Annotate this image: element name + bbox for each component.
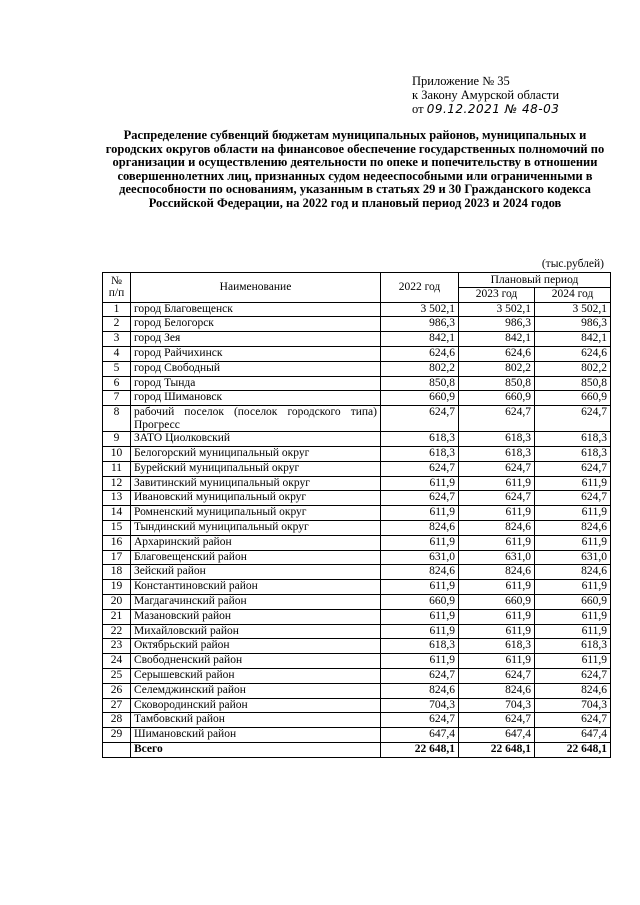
row-name: Шимановский район [131, 728, 381, 743]
row-value-2023: 631,0 [459, 550, 535, 565]
table-row [103, 346, 611, 361]
row-value-2023: 842,1 [459, 332, 535, 347]
header-name: Наименование [131, 273, 381, 303]
row-value-2023: 3 502,1 [459, 302, 535, 317]
table-row [103, 668, 611, 683]
row-value-2023: 611,9 [459, 580, 535, 595]
row-number: 19 [103, 580, 131, 595]
row-value-2024: 824,6 [535, 683, 611, 698]
row-name: Сковородинский район [131, 698, 381, 713]
row-value-2024: 611,9 [535, 506, 611, 521]
row-value-2023: 824,6 [459, 565, 535, 580]
row-name: город Благовещенск [131, 302, 381, 317]
row-name: ЗАТО Циолковский [131, 432, 381, 447]
table-row [103, 461, 611, 476]
row-number: 13 [103, 491, 131, 506]
total-num-cell [103, 742, 131, 757]
row-number: 21 [103, 609, 131, 624]
row-value-2022: 850,8 [381, 376, 459, 391]
row-name: Бурейский муниципальный округ [131, 461, 381, 476]
row-value-2023: 611,9 [459, 476, 535, 491]
row-number: 27 [103, 698, 131, 713]
row-name: Мазановский район [131, 609, 381, 624]
table-row [103, 594, 611, 609]
total-label: Всего [131, 742, 381, 757]
row-value-2022: 824,6 [381, 520, 459, 535]
table-row [103, 302, 611, 317]
row-name: город Зея [131, 332, 381, 347]
row-value-2024: 3 502,1 [535, 302, 611, 317]
row-name: город Райчихинск [131, 346, 381, 361]
row-value-2022: 624,6 [381, 346, 459, 361]
table-row [103, 639, 611, 654]
row-value-2024: 611,9 [535, 654, 611, 669]
table-row [103, 654, 611, 669]
row-value-2022: 611,9 [381, 506, 459, 521]
row-value-2024: 611,9 [535, 624, 611, 639]
row-value-2022: 824,6 [381, 683, 459, 698]
row-value-2023: 624,7 [459, 461, 535, 476]
row-name: Тындинский муниципальный округ [131, 520, 381, 535]
table-row [103, 491, 611, 506]
table-row [103, 609, 611, 624]
row-value-2022: 611,9 [381, 624, 459, 639]
row-value-2022: 611,9 [381, 476, 459, 491]
row-value-2022: 704,3 [381, 698, 459, 713]
row-value-2024: 704,3 [535, 698, 611, 713]
row-value-2024: 660,9 [535, 391, 611, 406]
row-name: город Свободный [131, 361, 381, 376]
row-value-2024: 624,6 [535, 346, 611, 361]
table-row [103, 683, 611, 698]
total-2023: 22 648,1 [459, 742, 535, 757]
header-2022: 2022 год [381, 273, 459, 303]
row-value-2024: 802,2 [535, 361, 611, 376]
row-value-2022: 624,7 [381, 491, 459, 506]
row-name: Благовещенский район [131, 550, 381, 565]
table-row [103, 317, 611, 332]
annex-date-line [412, 102, 559, 116]
row-value-2024: 660,9 [535, 594, 611, 609]
row-number: 8 [103, 406, 131, 432]
row-number: 26 [103, 683, 131, 698]
table-row [103, 476, 611, 491]
row-value-2022: 618,3 [381, 639, 459, 654]
row-value-2024: 986,3 [535, 317, 611, 332]
table-row [103, 391, 611, 406]
table-row [103, 535, 611, 550]
row-number: 17 [103, 550, 131, 565]
row-name: Архаринский район [131, 535, 381, 550]
row-name: Свободненский район [131, 654, 381, 669]
row-value-2023: 850,8 [459, 376, 535, 391]
table-row [103, 361, 611, 376]
row-value-2022: 986,3 [381, 317, 459, 332]
row-number: 20 [103, 594, 131, 609]
row-value-2022: 624,7 [381, 668, 459, 683]
row-number: 23 [103, 639, 131, 654]
row-value-2022: 842,1 [381, 332, 459, 347]
row-value-2022: 3 502,1 [381, 302, 459, 317]
table-row [103, 376, 611, 391]
row-value-2023: 660,9 [459, 391, 535, 406]
total-2022: 22 648,1 [381, 742, 459, 757]
row-value-2022: 618,3 [381, 446, 459, 461]
row-value-2023: 611,9 [459, 506, 535, 521]
row-number: 12 [103, 476, 131, 491]
row-value-2024: 624,7 [535, 491, 611, 506]
row-value-2024: 611,9 [535, 476, 611, 491]
table-row [103, 446, 611, 461]
row-value-2023: 624,7 [459, 406, 535, 432]
row-value-2023: 618,3 [459, 432, 535, 447]
table-row [103, 713, 611, 728]
row-number: 10 [103, 446, 131, 461]
row-value-2022: 618,3 [381, 432, 459, 447]
row-value-2022: 624,7 [381, 461, 459, 476]
row-number: 6 [103, 376, 131, 391]
row-name: Серышевский район [131, 668, 381, 683]
row-value-2024: 624,7 [535, 461, 611, 476]
row-value-2022: 660,9 [381, 594, 459, 609]
row-name: Белогорский муниципальный округ [131, 446, 381, 461]
row-value-2023: 611,9 [459, 535, 535, 550]
row-value-2024: 624,7 [535, 713, 611, 728]
row-value-2023: 660,9 [459, 594, 535, 609]
table-row [103, 432, 611, 447]
table-row [103, 550, 611, 565]
row-name: Михайловский район [131, 624, 381, 639]
table-row [103, 332, 611, 347]
row-value-2023: 618,3 [459, 446, 535, 461]
table-row [103, 406, 611, 432]
header-planned-period: Плановый период [459, 273, 611, 288]
row-name: рабочий поселок (поселок городского типа) Прогресс [131, 406, 381, 432]
row-value-2022: 624,7 [381, 713, 459, 728]
table-body [103, 302, 611, 742]
table-row [103, 565, 611, 580]
row-value-2024: 611,9 [535, 580, 611, 595]
row-value-2023: 824,6 [459, 683, 535, 698]
row-value-2022: 611,9 [381, 609, 459, 624]
table-row [103, 506, 611, 521]
row-name: Октябрьский район [131, 639, 381, 654]
row-number: 24 [103, 654, 131, 669]
row-number: 15 [103, 520, 131, 535]
document-title: Распределение субвенций бюджетам муниципальных районов, муниципальных и городских округов области на финансовое обеспечение государственных полномочий по организации и осуществлению деятельности по опеке и попечительству в отношении совершеннолетних лиц, признанных судом недееспособными или ограниченными в дееспособности по основаниям, указанным в статьях 29 и 30 Гражданского кодекса Российской Федерации, на 2022 год и плановый период 2023 и 2024 годов [105, 128, 605, 210]
annex-date-prefix: от [412, 102, 424, 116]
row-number: 9 [103, 432, 131, 447]
total-2024: 22 648,1 [535, 742, 611, 757]
row-value-2023: 824,6 [459, 520, 535, 535]
row-number: 14 [103, 506, 131, 521]
handwritten-date-number: 09.12.2021 № 48-03 [426, 102, 560, 116]
row-value-2024: 618,3 [535, 639, 611, 654]
row-value-2024: 824,6 [535, 520, 611, 535]
units-label: (тыс.рублей) [541, 258, 604, 270]
row-name: Ромненский муниципальный округ [131, 506, 381, 521]
row-value-2022: 660,9 [381, 391, 459, 406]
row-number: 11 [103, 461, 131, 476]
row-value-2024: 618,3 [535, 446, 611, 461]
row-number: 1 [103, 302, 131, 317]
row-value-2022: 624,7 [381, 406, 459, 432]
row-value-2024: 624,7 [535, 668, 611, 683]
row-number: 28 [103, 713, 131, 728]
row-number: 3 [103, 332, 131, 347]
table-row [103, 624, 611, 639]
table-row [103, 580, 611, 595]
row-value-2023: 611,9 [459, 624, 535, 639]
header-2024: 2024 год [535, 287, 611, 302]
row-value-2024: 647,4 [535, 728, 611, 743]
row-value-2023: 624,6 [459, 346, 535, 361]
row-value-2023: 624,7 [459, 491, 535, 506]
row-value-2022: 802,2 [381, 361, 459, 376]
row-number: 18 [103, 565, 131, 580]
row-value-2024: 842,1 [535, 332, 611, 347]
row-value-2022: 631,0 [381, 550, 459, 565]
row-number: 4 [103, 346, 131, 361]
row-number: 29 [103, 728, 131, 743]
row-value-2024: 624,7 [535, 406, 611, 432]
row-name: Зейский район [131, 565, 381, 580]
row-value-2024: 611,9 [535, 535, 611, 550]
total-row [103, 742, 611, 757]
row-value-2024: 618,3 [535, 432, 611, 447]
row-value-2023: 624,7 [459, 713, 535, 728]
annex-law: к Закону Амурской области [412, 88, 560, 102]
row-name: Магдагачинский район [131, 594, 381, 609]
annex-reference [412, 74, 559, 116]
row-name: Ивановский муниципальный округ [131, 491, 381, 506]
row-name: город Белогорск [131, 317, 381, 332]
row-name: город Тында [131, 376, 381, 391]
row-value-2024: 631,0 [535, 550, 611, 565]
row-value-2023: 611,9 [459, 609, 535, 624]
row-number: 5 [103, 361, 131, 376]
row-value-2022: 611,9 [381, 654, 459, 669]
row-number: 22 [103, 624, 131, 639]
row-name: город Шимановск [131, 391, 381, 406]
row-value-2023: 624,7 [459, 668, 535, 683]
row-value-2023: 611,9 [459, 654, 535, 669]
row-value-2022: 611,9 [381, 580, 459, 595]
subsidy-table [102, 272, 611, 758]
row-value-2022: 611,9 [381, 535, 459, 550]
header-2023: 2023 год [459, 287, 535, 302]
row-name: Константиновский район [131, 580, 381, 595]
table-header [103, 273, 611, 303]
row-value-2022: 647,4 [381, 728, 459, 743]
row-value-2024: 824,6 [535, 565, 611, 580]
row-value-2023: 986,3 [459, 317, 535, 332]
row-number: 2 [103, 317, 131, 332]
row-number: 7 [103, 391, 131, 406]
row-value-2023: 704,3 [459, 698, 535, 713]
row-name: Селемджинский район [131, 683, 381, 698]
row-value-2023: 618,3 [459, 639, 535, 654]
row-name: Завитинский муниципальный округ [131, 476, 381, 491]
header-num: № п/п [103, 273, 131, 303]
row-value-2023: 647,4 [459, 728, 535, 743]
row-number: 16 [103, 535, 131, 550]
row-value-2022: 824,6 [381, 565, 459, 580]
table-row [103, 728, 611, 743]
table-row [103, 520, 611, 535]
row-number: 25 [103, 668, 131, 683]
row-name: Тамбовский район [131, 713, 381, 728]
annex-number: Приложение № 35 [412, 74, 510, 88]
row-value-2024: 850,8 [535, 376, 611, 391]
row-value-2024: 611,9 [535, 609, 611, 624]
row-value-2023: 802,2 [459, 361, 535, 376]
table-row [103, 698, 611, 713]
